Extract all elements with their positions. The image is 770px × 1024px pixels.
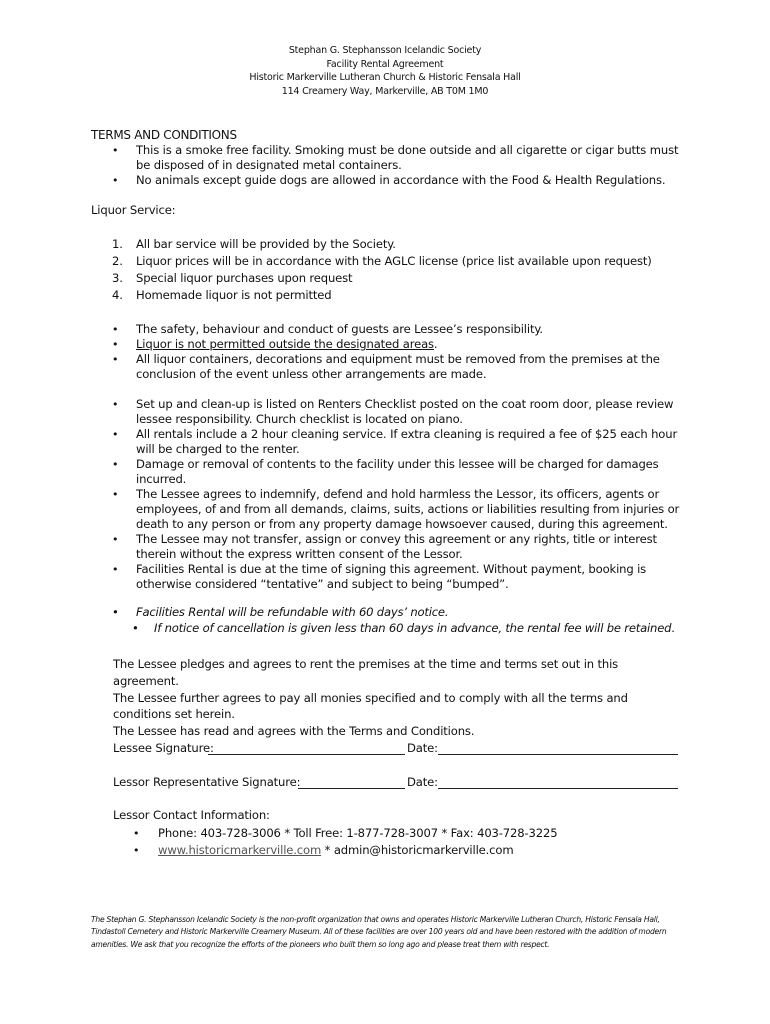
lessee-pledge bbox=[113, 656, 683, 740]
bullet-icon: • bbox=[112, 563, 119, 576]
list-item-text: Liquor prices will be in accordance with the AGLC license (price list available upon request) bbox=[136, 254, 652, 268]
lessor-signature-label: Lessor Representative Signature: bbox=[113, 775, 301, 789]
contact-title: Lessor Contact Information: bbox=[113, 808, 270, 822]
lessee-signature-field[interactable] bbox=[208, 754, 405, 755]
list-item bbox=[0, 532, 684, 562]
bullet-icon: • bbox=[112, 323, 119, 336]
list-item bbox=[0, 352, 684, 382]
list-item bbox=[0, 143, 684, 173]
website-link[interactable]: www.historicmarkerville.com bbox=[158, 843, 322, 857]
list-item-text: All liquor containers, decorations and equipment must be removed from the premises at the conclusion of the event unless other arrangements are made. bbox=[136, 352, 660, 381]
terms-item-animals: No animals except guide dogs are allowed in accordance with the Food & Health Regulations. bbox=[136, 173, 666, 187]
document-header bbox=[0, 44, 770, 98]
bullet-icon: • bbox=[112, 428, 119, 441]
list-item-text: All rentals include a 2 hour cleaning service. If extra cleaning is required a fee of $25 each hour will be charged to the renter. bbox=[136, 427, 678, 456]
bullet-icon: • bbox=[112, 353, 119, 366]
underlined-rule: Liquor is not permitted outside the designated areas bbox=[136, 337, 434, 351]
contact-phone: Phone: 403-728-3006 * Toll Free: 1-877-728-3007 * Fax: 403-728-3225 bbox=[158, 826, 558, 840]
list-item bbox=[0, 253, 684, 270]
list-item bbox=[0, 842, 770, 859]
bullet-icon: • bbox=[112, 458, 119, 471]
list-item bbox=[0, 236, 684, 253]
bullet-icon: • bbox=[112, 398, 119, 411]
lessor-date-field[interactable] bbox=[438, 788, 678, 789]
liquor-bullet-list bbox=[0, 322, 770, 382]
rental-rules-list bbox=[0, 397, 770, 592]
lessor-date-label: Date: bbox=[407, 775, 438, 789]
list-item bbox=[0, 270, 684, 287]
list-item bbox=[0, 605, 770, 621]
list-item bbox=[0, 427, 684, 457]
list-number: 4. bbox=[112, 288, 123, 302]
terms-item-smoking: This is a smoke free facility. Smoking must be done outside and all cigarette or cigar butts must be disposed of in designated metal containers. bbox=[136, 143, 679, 172]
list-item-text: Facilities Rental is due at the time of signing this agreement. Without payment, booking is otherwise considered “tentative” and subject to being “bumped”. bbox=[136, 562, 647, 591]
terms-title: TERMS AND CONDITIONS bbox=[91, 128, 237, 142]
contact-list bbox=[0, 825, 770, 859]
venue-address: 114 Creamery Way, Markerville, AB T0M 1M0 bbox=[281, 85, 489, 97]
bullet-icon: • bbox=[112, 338, 119, 351]
list-item bbox=[0, 322, 684, 337]
list-item bbox=[0, 562, 684, 592]
bullet-icon: • bbox=[112, 488, 119, 501]
bullet-icon: • bbox=[112, 174, 119, 187]
punctuation: . bbox=[671, 620, 675, 635]
punctuation: . bbox=[433, 337, 438, 351]
list-item bbox=[0, 287, 684, 304]
list-item bbox=[0, 337, 684, 352]
footer-note: The Stephan G. Stephansson Icelandic Society is the non-profit organization that owns and operates Historic Markerville Lutheran Church, Historic Fensala Hall, Tindastoll Cemetery and Historic Markerville Creamery Museum. All of these facilities are over 100 years old and have been restored with the addition of modern amenities. We ask that you recognize the efforts of the pioneers who built them so long ago and please treat them with respect. bbox=[91, 915, 667, 949]
bullet-icon: • bbox=[112, 533, 119, 546]
bullet-icon: • bbox=[112, 144, 119, 157]
list-item-text: The Lessee agrees to indemnify, defend and hold harmless the Lessor, its officers, agents or employees, of and from all demands, claims, suits, actions or liabilities resulting from injuries or death to any person or from any property damage howsoever caused, during this agreement. bbox=[136, 487, 680, 531]
list-item bbox=[0, 487, 684, 532]
bullet-icon: • bbox=[133, 844, 140, 857]
venue-names: Historic Markerville Lutheran Church & Historic Fensala Hall bbox=[249, 72, 521, 84]
pledge-paragraph: The Lessee further agrees to pay all monies specified and to comply with all the terms and conditions set herein. bbox=[113, 690, 628, 722]
list-item bbox=[0, 173, 684, 188]
bullet-icon: • bbox=[132, 620, 139, 635]
refund-notice: Facilities Rental will be refundable with 60 days’ notice. bbox=[136, 605, 449, 619]
list-item-text: Special liquor purchases upon request bbox=[136, 271, 353, 285]
cancellation-notice: If notice of cancellation is given less than 60 days in advance, the rental fee will be retained bbox=[154, 620, 672, 635]
refund-policy bbox=[0, 605, 770, 636]
lessee-date-field[interactable] bbox=[438, 754, 678, 755]
bullet-icon: • bbox=[112, 605, 119, 619]
lessee-date-label: Date: bbox=[407, 741, 438, 755]
list-item-text: The Lessee may not transfer, assign or convey this agreement or any rights, title or interest therein without the express written consent of the Lessor. bbox=[136, 532, 657, 561]
bullet-icon: • bbox=[133, 827, 140, 840]
agreement-title: Facility Rental Agreement bbox=[326, 58, 444, 70]
pledge-paragraph: The Lessee has read and agrees with the Terms and Conditions. bbox=[113, 724, 475, 739]
list-item bbox=[0, 825, 770, 842]
list-item bbox=[0, 621, 770, 637]
lessor-signature-field[interactable] bbox=[298, 788, 405, 789]
list-item-text: All bar service will be provided by the Society. bbox=[136, 237, 396, 251]
list-number: 2. bbox=[112, 254, 123, 268]
list-item-text: Set up and clean-up is listed on Renters Checklist posted on the coat room door, please review lessee responsibility. Church checklist is located on piano. bbox=[136, 397, 674, 426]
list-item-text: The safety, behaviour and conduct of guests are Lessee’s responsibility. bbox=[136, 322, 543, 336]
list-item bbox=[0, 457, 684, 487]
list-item bbox=[0, 397, 684, 427]
contact-email: * admin@historicmarkerville.com bbox=[321, 843, 514, 857]
list-item-text: Homemade liquor is not permitted bbox=[136, 288, 332, 302]
society-name: Stephan G. Stephansson Icelandic Society bbox=[288, 45, 482, 56]
list-number: 3. bbox=[112, 271, 123, 285]
lessee-signature-label: Lessee Signature: bbox=[113, 741, 214, 755]
pledge-paragraph: The Lessee pledges and agrees to rent the premises at the time and terms set out in this agreement. bbox=[113, 657, 619, 688]
terms-list bbox=[0, 143, 770, 188]
list-number: 1. bbox=[112, 237, 123, 251]
list-item-text: Damage or removal of contents to the facility under this lessee will be charged for damages incurred. bbox=[136, 457, 659, 486]
liquor-numbered-list bbox=[0, 236, 770, 304]
liquor-service-label: Liquor Service: bbox=[91, 203, 176, 217]
